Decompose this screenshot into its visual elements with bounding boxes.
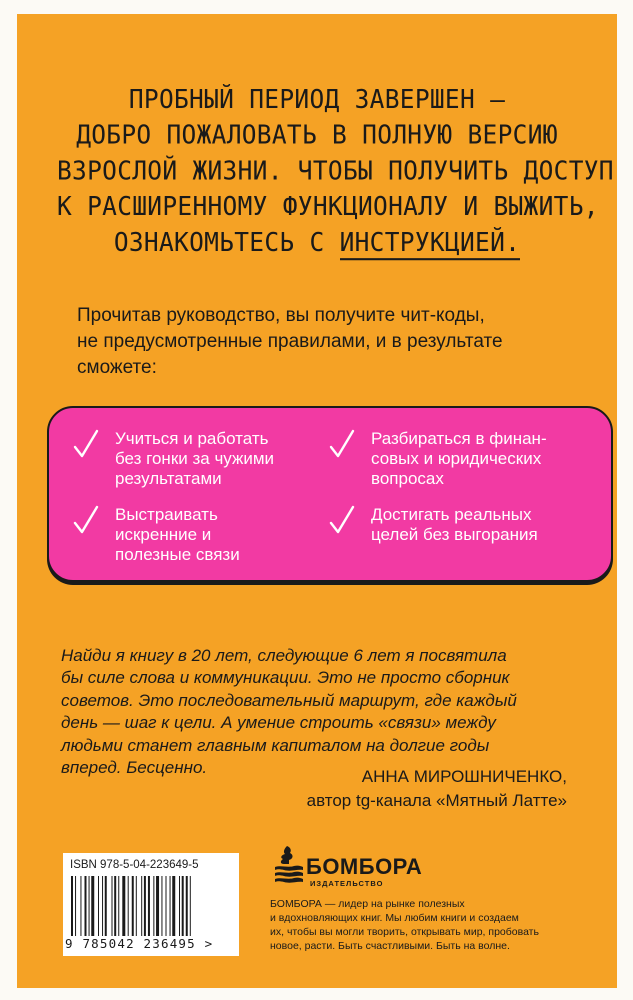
barcode-bar (80, 876, 81, 936)
headline-line: ВЗРОСЛОЙ ЖИЗНИ. ЧТОБЫ ПОЛУЧИТЬ ДОСТУП (57, 155, 614, 186)
barcode-bar (105, 876, 107, 936)
publisher-name: БОМБОРА (306, 854, 423, 879)
publisher-desc-line: их, чтобы вы могли творить, открывать мир, пробовать (270, 926, 539, 938)
benefit-text (115, 429, 274, 489)
benefit-line: Выстраивать (115, 505, 218, 524)
quote-line: советов. Это последовательный маршрут, где каждый (61, 690, 517, 710)
barcode-bar (102, 876, 103, 936)
benefit-line: вопросах (371, 469, 444, 488)
barcode-bar (98, 876, 99, 936)
barcode-bar (182, 876, 184, 936)
benefit-line: Разбираться в финан- (371, 429, 547, 448)
quote-author-role: автор tg-канала «Мятный Латте» (306, 791, 567, 810)
publisher-sub: ИЗДАТЕЛЬСТВО (310, 879, 384, 888)
benefit-line: Учиться и работать (115, 429, 269, 448)
benefit-line: Достигать реальных (371, 505, 532, 524)
barcode-bar (190, 876, 191, 936)
barcode-bar (122, 876, 125, 936)
benefit-text (371, 505, 538, 545)
benefit-line: результатами (115, 469, 222, 488)
barcode-bar (112, 876, 113, 936)
benefit-line: без гонки за чужими (115, 449, 275, 468)
headline-line-last (57, 225, 577, 261)
intro-line: не предусмотренные правилами, и в результате (77, 331, 503, 352)
benefit-line: полезные связи (115, 545, 240, 564)
barcode (63, 853, 239, 956)
barcode-bar (118, 876, 119, 936)
benefit-line: совых и юридических (371, 449, 542, 468)
checkmark-icon (73, 429, 99, 459)
publisher-desc-line: и вдохновляющих книг. Мы любим книги и создаем (270, 912, 519, 924)
barcode-bar (161, 876, 162, 936)
isbn-text: ISBN 978-5-04-223649-5 (70, 859, 199, 871)
barcode-bar (156, 876, 159, 936)
barcode-bar (85, 876, 87, 936)
barcode-bars-icon (71, 876, 231, 936)
barcode-bar (89, 876, 90, 936)
barcode-bar (172, 876, 175, 936)
barcode-bar (136, 876, 137, 936)
checkmark-icon (73, 505, 99, 535)
barcode-bar (170, 876, 171, 936)
headline (57, 82, 614, 261)
barcode-bar (75, 876, 76, 936)
barcode-bar (91, 876, 94, 936)
checkmark-icon (329, 505, 355, 535)
headline-line: ПРОБНЫЙ ПЕРИОД ЗАВЕРШЕН – (128, 83, 506, 115)
benefits-box (47, 406, 613, 582)
headline-last-prefix: ОЗНАКОМЬТЕСЬ С (113, 226, 340, 258)
quote-line: бы силе слова и коммуникации. Это не просто сборник (61, 668, 510, 688)
intro-line: Прочитав руководство, вы получите чит-коды, (77, 305, 485, 326)
barcode-bar (144, 876, 146, 936)
barcode-bar (132, 876, 134, 936)
bombora-logo-icon (272, 844, 306, 884)
quote-author: АННА МИРОШНИЧЕНКО, (361, 767, 567, 786)
quote-line: день — шаг к цели. А умение строить «связи» между (61, 713, 496, 733)
benefit-line: искренние и (115, 525, 212, 544)
back-cover (17, 14, 617, 988)
checkmark-icon (329, 429, 355, 459)
publisher-desc-line: новое, расти. Быть счастливыми. Быть на волне. (270, 940, 510, 952)
barcode-bar (153, 876, 154, 936)
intro-line: сможете: (77, 357, 157, 378)
headline-underlined-word: ИНСТРУКЦИЕЙ. (340, 227, 521, 261)
barcode-bar (186, 876, 188, 936)
publisher-desc-line: БОМБОРА — лидер на рынке полезных (270, 898, 465, 910)
barcode-number: 9 785042 236495 > (65, 936, 214, 951)
testimonial-quote (61, 645, 587, 779)
intro-text (77, 303, 597, 381)
barcode-bar (179, 876, 180, 936)
publisher-description (270, 897, 570, 953)
barcode-bar (148, 876, 150, 936)
barcode-bar (114, 876, 116, 936)
barcode-bar (166, 876, 167, 936)
quote-line: людьми станет главным капиталом на долгие годы (61, 735, 490, 755)
benefit-text (115, 505, 240, 565)
headline-line: ДОБРО ПОЖАЛОВАТЬ В ПОЛНУЮ ВЕРСИЮ (76, 119, 558, 150)
quote-line: Найди я книгу в 20 лет, следующие 6 лет я посвятила (61, 646, 507, 665)
benefit-line: целей без выгорания (371, 525, 538, 544)
barcode-bar (141, 876, 142, 936)
barcode-bar (128, 876, 129, 936)
barcode-bar (71, 876, 73, 936)
headline-line: К РАСШИРЕННОМУ ФУНКЦИОНАЛУ И ВЫЖИТЬ, (57, 190, 599, 222)
quote-line: вперед. Бесценно. (61, 758, 208, 778)
benefit-text (371, 429, 547, 489)
